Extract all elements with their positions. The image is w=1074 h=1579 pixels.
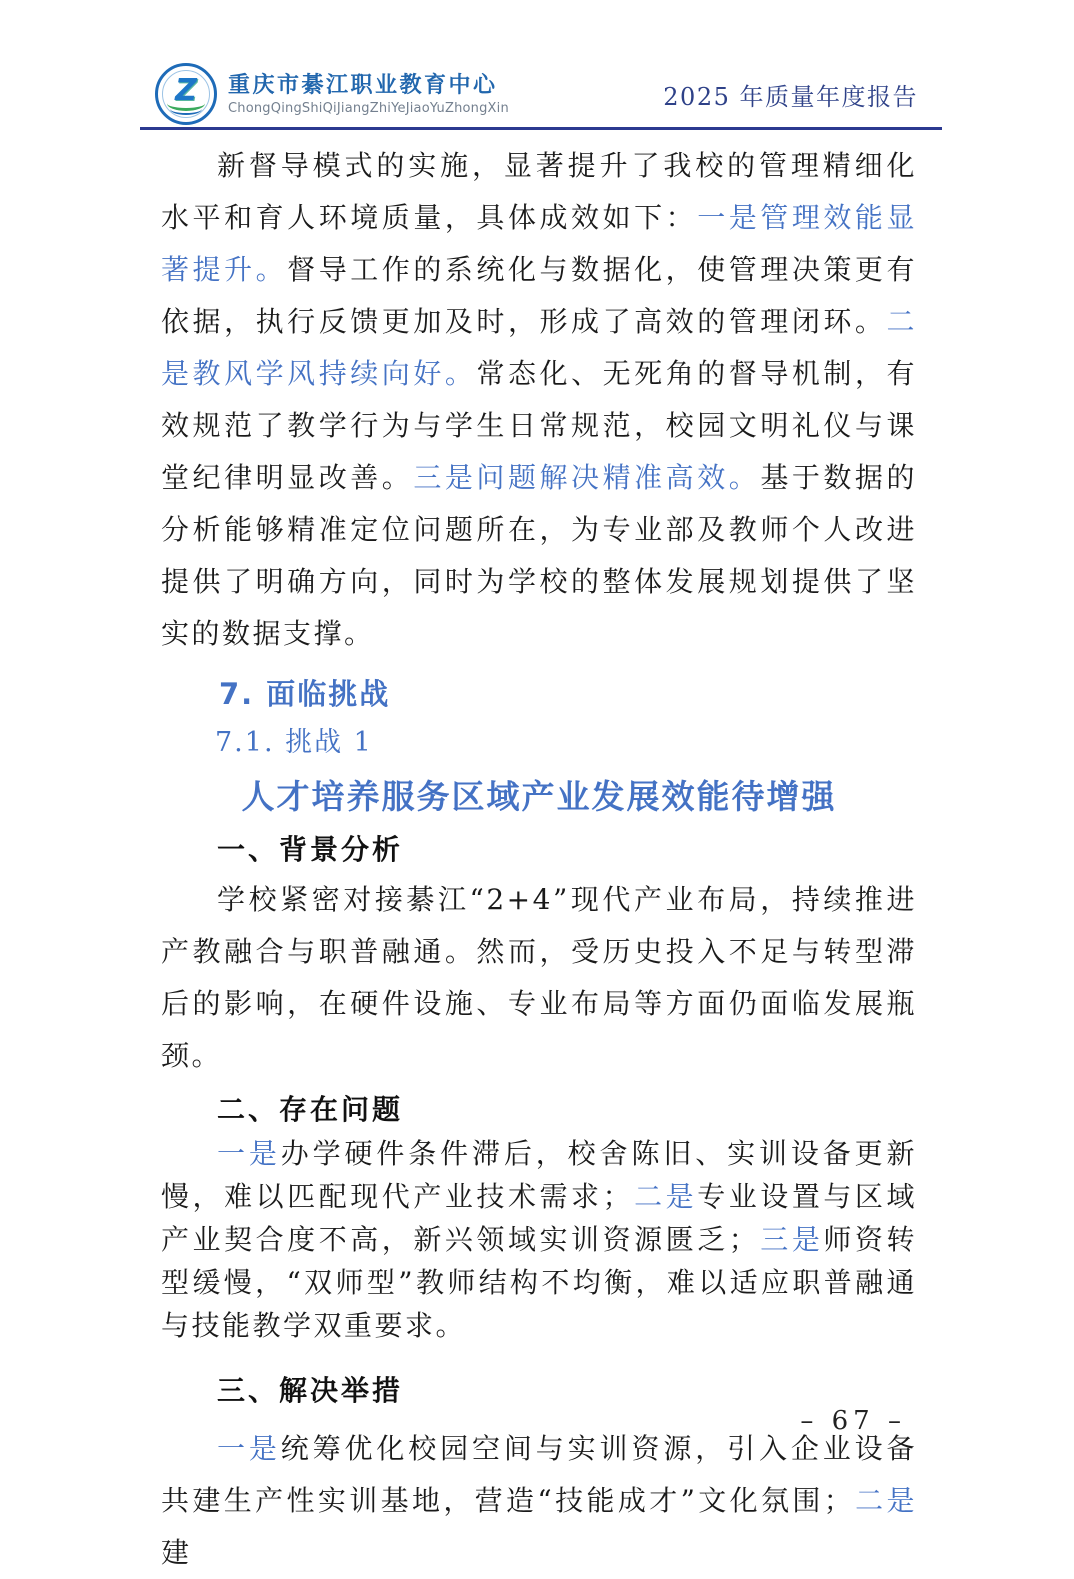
text-run-highlight: 一是管理效能显著提升。 xyxy=(161,201,917,286)
org-name: 重庆市綦江职业教育中心 xyxy=(228,71,498,98)
heading-challenges: 7. 面临挑战 xyxy=(219,677,391,711)
text-run-highlight: 一是 xyxy=(217,1432,281,1465)
text-run: 专业设置与区域产业契合度不高，新兴领域实训资源匮乏； xyxy=(161,1180,917,1256)
challenge-title: 人才培养服务区域产业发展效能待增强 xyxy=(241,777,837,816)
logo-letter: Z xyxy=(175,73,197,108)
heading-existing-problems: 二、存在问题 xyxy=(217,1093,404,1126)
text-run: 督导工作的系统化与数据化，使管理决策更有依据，执行反馈更加及时，形成了高效的管理闭环。 xyxy=(161,253,917,338)
text-run: 办学硬件条件滞后，校舍陈旧、实训设备更新慢，难以匹配现代产业技术需求； xyxy=(161,1137,917,1213)
text-run: 师资转型缓慢，“双师型”教师结构不均衡，难以适应职普融通与技能教学双重要求。 xyxy=(161,1223,917,1342)
text-run: 常态化、无死角的督导机制，有效规范了教学行为与学生日常规范，校园文明礼仪与课堂纪律明显改善。 xyxy=(161,357,917,494)
text-run-highlight: 三是问题解决精准高效。 xyxy=(413,461,761,494)
org-name-pinyin: ChongQingShiQiJiangZhiYeJiaoYuZhongXin xyxy=(228,101,509,117)
text-run-highlight: 二是教风学风持续向好。 xyxy=(161,305,917,390)
text-run: 建 xyxy=(161,1536,192,1569)
text-run-highlight: 二是 xyxy=(854,1484,917,1517)
paragraph-solutions xyxy=(161,1423,917,1579)
heading-solutions: 三、解决举措 xyxy=(217,1374,404,1407)
header-branding xyxy=(155,63,509,125)
text-run-highlight: 二是 xyxy=(633,1180,698,1213)
report-title: 2025 年质量年度报告 xyxy=(663,82,918,111)
heading-background-analysis: 一、背景分析 xyxy=(217,833,404,866)
page-number: – 67 – xyxy=(800,1406,906,1436)
logo-swoosh-blue xyxy=(170,103,202,115)
paragraph-supervision-results xyxy=(161,140,917,660)
heading-challenge-1: 7.1. 挑战 1 xyxy=(215,727,373,758)
org-name-block xyxy=(228,72,509,117)
page-header xyxy=(155,60,918,128)
paragraph-problems xyxy=(161,1132,917,1347)
text-run-highlight: 一是 xyxy=(217,1137,281,1170)
text-run: 基于数据的分析能够精准定位问题所在，为专业部及教师个人改进提供了明确方向，同时为学校的整体发展规划提供了坚实的数据支撑。 xyxy=(161,461,917,650)
text-run: 统筹优化校园空间与实训资源，引入企业设备共建生产性实训基地，营造“技能成才”文化氛围； xyxy=(161,1432,917,1517)
text-run-highlight: 三是 xyxy=(759,1223,824,1256)
header-divider xyxy=(140,127,942,130)
org-logo-icon xyxy=(155,63,217,125)
document-body xyxy=(161,140,917,1579)
text-run: 新督导模式的实施，显著提升了我校的管理精细化水平和育人环境质量，具体成效如下： xyxy=(161,149,917,234)
paragraph-background: 学校紧密对接綦江“2+4”现代产业布局，持续推进产教融合与职普融通。然而，受历史投入不足与转型滞后的影响，在硬件设施、专业布局等方面仍面临发展瓶颈。 xyxy=(161,883,917,1072)
